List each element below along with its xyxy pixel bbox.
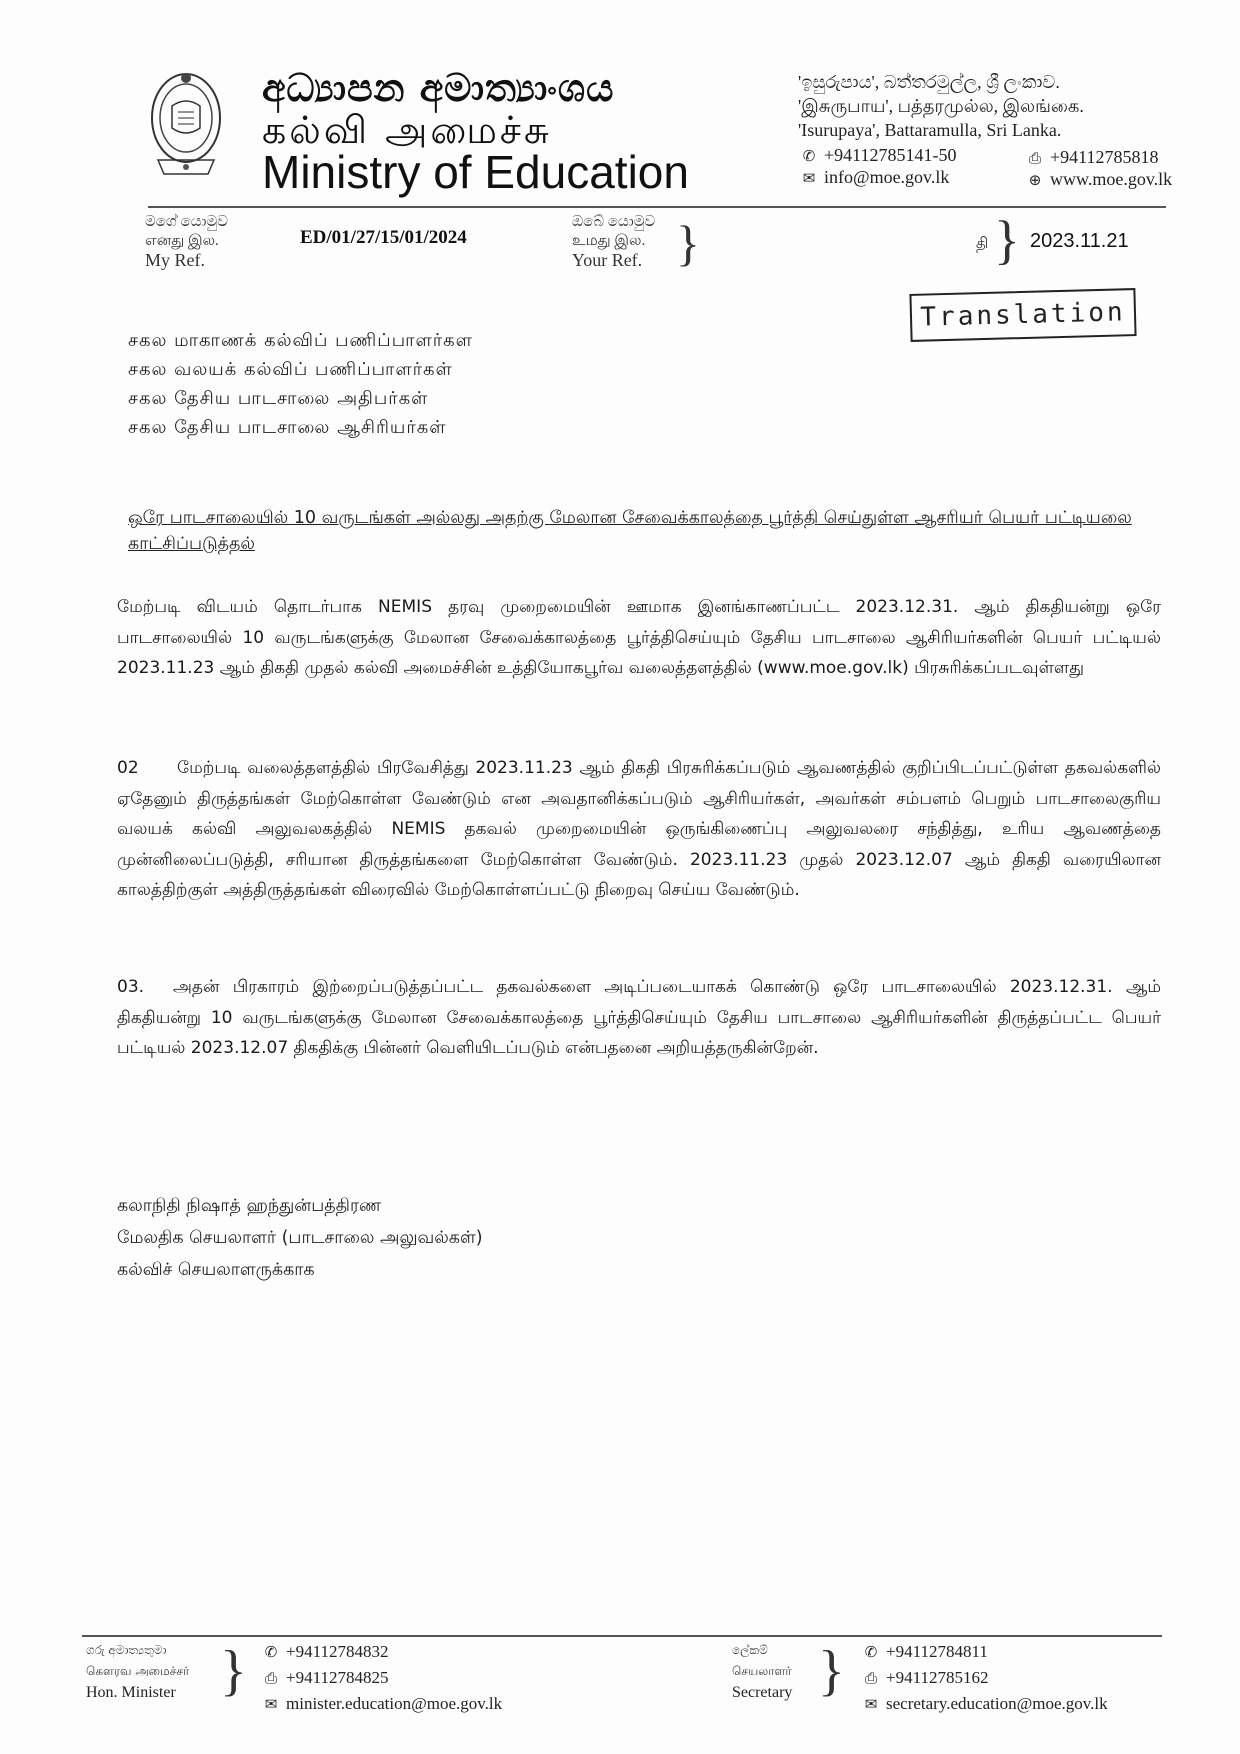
header-email-value: info@moe.gov.lk bbox=[824, 167, 950, 187]
recipient-line: சகல வலயக் கல்விப் பணிப்பாளர்கள் bbox=[128, 359, 453, 380]
fax-icon: ⎙ bbox=[1028, 148, 1041, 167]
ministry-emblem bbox=[148, 66, 224, 184]
paragraph-3-text: அதன் பிரகாரம் இற்றைப்படுத்தப்பட்ட தகவல்களை அடிப்படையாகக் கொண்டு ஒரே பாடசாலையில் 2023.12.31. ஆம் திகதியன்று 10 வருடங்களுக்கு மேலான சேவைக்காலத்தை பூர்த்திசெய்யும் தேசிய பாடசாலை ஆசிரியர்களின் திருத்தப்பட்ட பெயர் பட்டியல் 2023.12.07 திகதிக்கு பின்னர் வெளியிடப்படும் என்பதனை அறியத்தருகின்றேன். bbox=[117, 977, 1161, 1058]
my-ref-tamil: எனது இல. bbox=[145, 233, 219, 249]
minister-phone bbox=[262, 1642, 388, 1662]
secretary-email-value: secretary.education@moe.gov.lk bbox=[886, 1694, 1108, 1713]
signatory-title: மேலதிக செயலாளர் (பாடசாலை அலுவல்கள்) bbox=[117, 1228, 483, 1248]
signatory-name: கலாநிதி நிஷாத் ஹந்துன்பத்திரண bbox=[117, 1196, 382, 1216]
address-english: 'Isurupaya', Battaramulla, Sri Lanka. bbox=[798, 120, 1062, 140]
phone-icon: ✆ bbox=[864, 1643, 878, 1661]
date-label: தி bbox=[976, 236, 989, 252]
date-brace: } bbox=[994, 210, 1020, 270]
minister-fax bbox=[262, 1668, 388, 1688]
header-email bbox=[800, 167, 949, 188]
email-icon: ✉ bbox=[864, 1695, 878, 1713]
phone-icon: ✆ bbox=[802, 146, 816, 165]
minister-email bbox=[262, 1694, 502, 1714]
title-tamil: கல்வி அமைச்சு bbox=[262, 108, 552, 152]
header-website bbox=[1026, 169, 1172, 190]
minister-brace: } bbox=[220, 1640, 247, 1702]
email-icon: ✉ bbox=[264, 1695, 278, 1713]
signatory-on-behalf: கல்விச் செயலாளருக்காக bbox=[117, 1260, 315, 1280]
header-fax bbox=[1026, 147, 1158, 168]
paragraph-3-number: 03. bbox=[117, 977, 145, 997]
secretary-fax-value: +94112785162 bbox=[886, 1668, 989, 1687]
secretary-phone bbox=[862, 1642, 988, 1662]
title-english: Ministry of Education bbox=[262, 146, 689, 198]
address-sinhala: 'ඉසුරුපාය', බත්තරමුල්ල, ශ්‍රී ලංකාව. bbox=[798, 72, 1060, 92]
fax-icon: ⎙ bbox=[264, 1669, 277, 1687]
secretary-fax bbox=[862, 1668, 988, 1688]
your-ref-english: Your Ref. bbox=[572, 250, 643, 270]
fax-icon: ⎙ bbox=[864, 1669, 877, 1687]
secretary-phone-value: +94112784811 bbox=[886, 1642, 988, 1661]
phone-icon: ✆ bbox=[264, 1643, 278, 1661]
my-ref-sinhala: මගේ යොමුව bbox=[145, 214, 228, 230]
your-ref-labels bbox=[572, 213, 655, 270]
minister-tamil: கௌரவ அமைச்சர் bbox=[86, 1664, 190, 1678]
secretary-email bbox=[862, 1694, 1108, 1714]
signoff-block bbox=[117, 1190, 483, 1286]
minister-fax-value: +94112784825 bbox=[286, 1668, 389, 1687]
secretary-sinhala: ලේකම් bbox=[732, 1643, 768, 1657]
recipient-line: சகல தேசிய பாடசாலை அதிபர்கள் bbox=[128, 388, 429, 409]
my-ref-english: My Ref. bbox=[145, 250, 205, 270]
footer-minister-labels bbox=[86, 1640, 189, 1703]
header-phone bbox=[800, 145, 956, 166]
recipients-list bbox=[128, 326, 473, 442]
paragraph-3 bbox=[117, 972, 1161, 1064]
header-fax-value: +94112785818 bbox=[1050, 147, 1159, 167]
footer-secretary-labels bbox=[732, 1640, 792, 1703]
recipient-line: சகல மாகாணக் கல்விப் பணிப்பாளர்கள bbox=[128, 330, 473, 351]
title-sinhala: අධ්‍යාපන අමාත්‍යාංශය bbox=[262, 66, 615, 110]
translation-stamp: Translation bbox=[909, 288, 1136, 342]
minister-sinhala: ගරු අමාත්‍යතුමා bbox=[86, 1643, 167, 1657]
your-ref-tamil: உமது இல. bbox=[572, 233, 646, 249]
secretary-tamil: செயலாளர் bbox=[732, 1664, 792, 1678]
secretary-brace: } bbox=[818, 1640, 845, 1702]
letter-subject: ஒரே பாடசாலையில் 10 வருடங்கள் அல்லது அதற்கு மேலான சேவைக்காலத்தை பூர்த்தி செய்துள்ள ஆசரியர் பெயர் பட்டியலை காட்சிப்படுத்தல் bbox=[128, 508, 1132, 554]
header-phone-value: +94112785141-50 bbox=[824, 145, 957, 165]
my-ref-value: ED/01/27/15/01/2024 bbox=[300, 227, 467, 248]
your-ref-sinhala: ඔබේ යොමුව bbox=[572, 214, 656, 230]
minister-email-value: minister.education@moe.gov.lk bbox=[286, 1694, 503, 1713]
paragraph-2-number: 02 bbox=[117, 758, 139, 778]
minister-english: Hon. Minister bbox=[86, 1684, 176, 1701]
paragraph-2 bbox=[117, 753, 1161, 906]
globe-icon: ⊕ bbox=[1028, 170, 1042, 189]
secretary-english: Secretary bbox=[732, 1684, 793, 1701]
email-icon: ✉ bbox=[802, 168, 816, 187]
letter-date: 2023.11.21 bbox=[1030, 230, 1129, 252]
header-website-value: www.moe.gov.lk bbox=[1050, 169, 1173, 189]
your-ref-brace: } bbox=[676, 215, 700, 271]
paragraph-1: மேற்படி விடயம் தொடர்பாக NEMIS தரவு முறைமையின் ஊமாக இனங்காணப்பட்ட 2023.12.31. ஆம் திகதியன்று ஒரே பாடசாலையில் 10 வருடங்களுக்கு மேலான சேவைக்காலத்தை பூர்த்திசெய்யும் தேசிய பாடசாலை ஆசிரியர்களின் பெயர் பட்டியல் 2023.11.23 ஆம் திகதி முதல் கல்வி அமைச்சின் உத்தியோகபூர்வ வலைத்தளத்தில் (www.moe.gov.lk) பிரசுரிக்கப்படவுள்ளது bbox=[117, 597, 1161, 678]
address-tamil: 'இசுருபாய', பத்தரமுல்ல, இலங்கை. bbox=[798, 96, 1084, 116]
minister-phone-value: +94112784832 bbox=[286, 1642, 389, 1661]
paragraph-2-text: மேற்படி வலைத்தளத்தில் பிரவேசித்து 2023.11.23 ஆம் திகதி பிரசுரிக்கப்படும் ஆவணத்தில் குறிப்பிடப்பட்டுள்ள தகவல்களில் ஏதேனும் திருத்தங்கள் மேற்கொள்ள வேண்டும் என அவதானிக்கப்படும் ஆசிரியர்கள், அவர்கள் சம்பளம் பெறும் பாடசாலைகுரிய வலயக் கல்வி அலுவலகத்தில் NEMIS தகவல் முறைமையின் ஒருங்கிணைப்பு அலுவலரை சந்தித்து, உரிய ஆவணத்தை முன்னிலைப்படுத்தி, சரியான திருத்தங்களை மேற்கொள்ள வேண்டும். 2023.11.23 முதல் 2023.12.07 ஆம் திகதி வரையிலான காலத்திற்குள் அத்திருத்தங்கள் விரைவில் மேற்கொள்ளப்பட்டு நிறைவு செய்ய வேண்டும். bbox=[117, 758, 1161, 900]
footer-divider bbox=[82, 1635, 1162, 1637]
recipient-line: சகல தேசிய பாடசாலை ஆசிரியர்கள் bbox=[128, 417, 447, 438]
my-ref-labels bbox=[145, 213, 228, 270]
